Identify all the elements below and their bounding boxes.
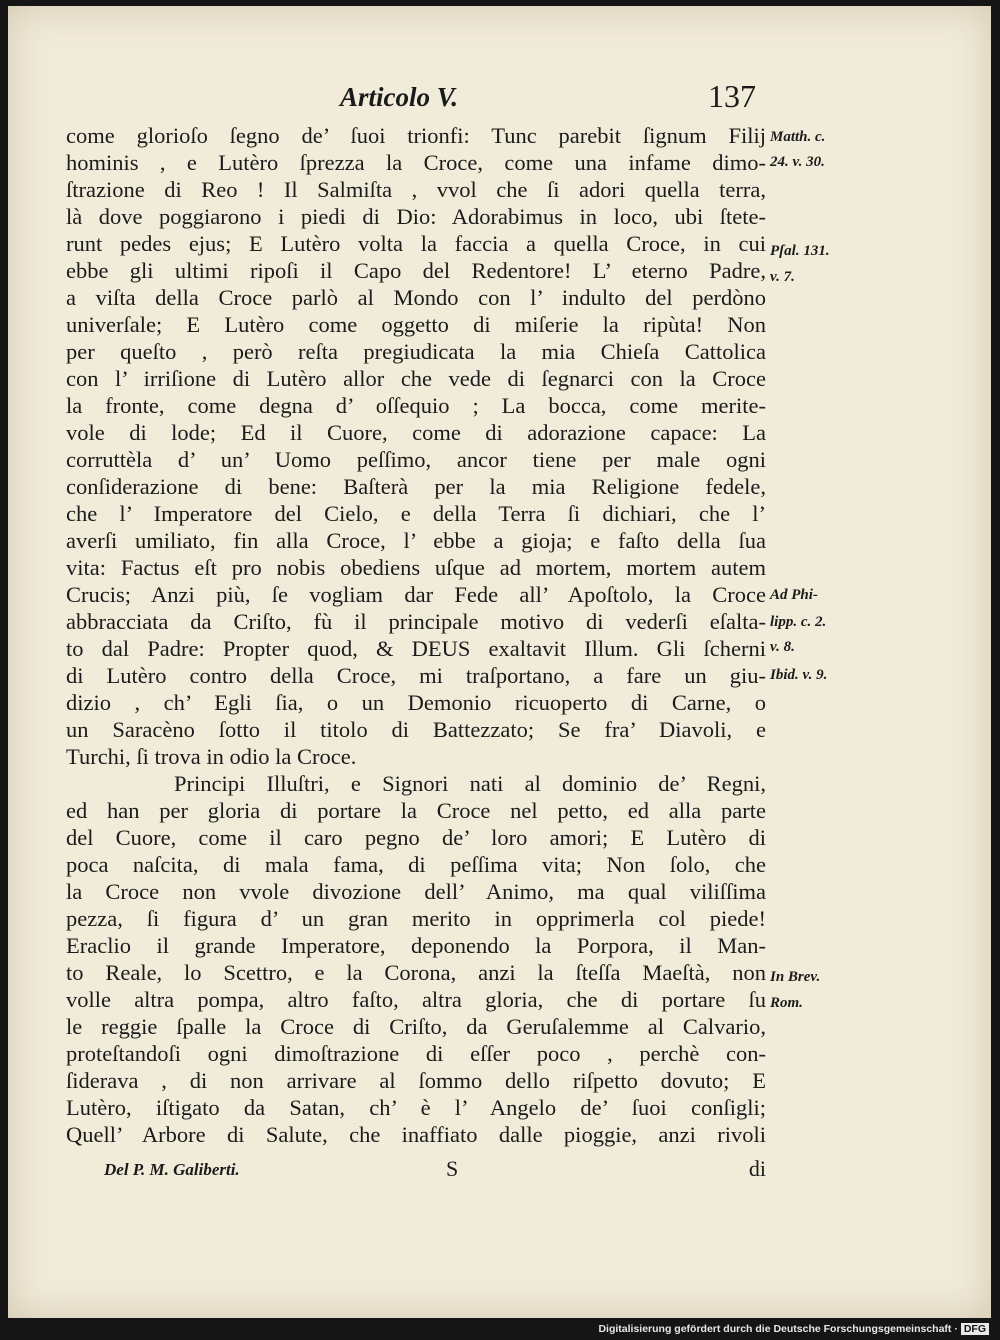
digitization-credit [598, 1323, 989, 1335]
text-line: hominis , e Lutèro ſprezza la Croce, come una infame dimo- [66, 150, 766, 175]
text-line: corruttèla d’ un’ Uomo peſſimo, ancor tiene per male ogni [66, 447, 766, 472]
catchword: di [748, 1156, 766, 1181]
text-line: che l’ Imperatore del Cielo, e della Terra ſi dichiari, che l’ [66, 501, 766, 526]
text-line: vita: Factus eſt pro nobis obediens uſque ad mortem, mortem autem [66, 555, 766, 580]
running-title: Articolo V. [340, 82, 459, 112]
text-line: ed han per gloria di portare la Croce nel petto, ed alla parte [66, 798, 766, 823]
margin-note: Ibid. v. 9. [770, 667, 828, 683]
text-line: to dal Padre: Propter quod, & DEUS exaltavit Illum. Gli ſcherni [66, 636, 766, 661]
text-line: Lutèro, iſtigato da Satan, ch’ è l’ Angelo de’ ſuoi conſigli; [66, 1095, 766, 1120]
text-line: ebbe gli ultimi ripoſi il Capo del Redentore! L’ eterno Padre, [66, 258, 766, 283]
text-line: del Cuore, come il caro pegno de’ loro amori; E Lutèro di [66, 825, 766, 850]
text-line: Turchi, ſi trova in odio la Croce. [66, 744, 357, 769]
text-line: con l’ irriſione di Lutèro allor che vede di ſegnarci con la Croce [66, 366, 766, 391]
text-line: Quell’ Arbore di Salute, che inaffiato dalle pioggie, anzi rivoli [66, 1122, 766, 1147]
text-line: volle altra pompa, altro faſto, altra gloria, che di portare ſu [66, 987, 766, 1012]
text-line: di Lutèro contro della Croce, mi traſportano, a fare un giu- [66, 663, 766, 688]
page-header [8, 78, 991, 122]
text-line: conſiderazione di bene: Baſterà per la mia Religione fedele, [66, 474, 766, 499]
text-line: dizio , ch’ Egli ſia, o un Demonio ricuoperto di Carne, o [66, 690, 766, 715]
text-line: a viſta della Croce parlò al Mondo con l’ indulto del perdòno [66, 285, 766, 310]
text-line: per queſto , però reſta pregiudicata la mia Chieſa Cattolica [66, 339, 766, 364]
page-number: 137 [708, 78, 756, 114]
text-line: vole di lode; Ed il Cuore, come di adorazione capace: La [66, 420, 766, 445]
text-line: la Croce non vvole divozione dell’ Animo, ma qual viliſſima [66, 879, 766, 904]
footer-author: Del P. M. Galiberti. [104, 1160, 240, 1179]
margin-note: In Brev. [770, 969, 821, 985]
margin-note: v. 7. [770, 269, 795, 285]
margin-note: 24. v. 30. [770, 154, 825, 170]
page-footer [66, 1156, 766, 1186]
margin-note: Ad Phi- [770, 587, 818, 603]
text-line: to Reale, lo Scettro, e la Corona, anzi la ſteſſa Maeſtà, non [66, 960, 766, 985]
text-line: ſtrazione di Reo ! Il Salmiſta , vvol che ſi adori quella terra, [66, 177, 766, 202]
text-line: averſi umiliato, fin alla Croce, l’ ebbe a gioja; e faſto della ſua [66, 528, 766, 553]
text-line: abbracciata da Criſto, fù il principale motivo di vederſi eſalta- [66, 609, 766, 634]
margin-note: Matth. c. [770, 129, 826, 145]
margin-note: v. 8. [770, 639, 795, 655]
text-line: Crucis; Anzi più, ſe vogliam dar Fede all’ Apoſtolo, la Croce [66, 582, 766, 607]
text-line: le reggie ſpalle la Croce di Criſto, da Geruſalemme al Calvario, [66, 1014, 766, 1039]
text-line: runt pedes ejus; E Lutèro volta la faccia a quella Croce, in cui [66, 231, 766, 256]
body-text [66, 122, 766, 1148]
margin-note: lipp. c. 2. [770, 614, 827, 630]
text-line: Eraclio il grande Imperatore, deponendo la Porpora, il Man- [66, 933, 766, 958]
signature-mark: S [446, 1156, 459, 1181]
text-line: come glorioſo ſegno de’ ſuoi trionfi: Tunc parebit ſignum Filij [66, 123, 766, 148]
text-line: ſiderava , di non arrivare al ſommo dello riſpetto dovuto; E [66, 1068, 766, 1093]
credit-text: Digitalisierung gefördert durch die Deutsche Forschungsgemeinschaft · [598, 1323, 958, 1335]
text-line: pezza, ſi figura d’ un gran merito in opprimerla col piede! [66, 906, 766, 931]
text-line: proteſtandoſi ogni dimoſtrazione di eſſer poco , perchè con- [66, 1041, 766, 1066]
text-line: poca naſcita, di mala fama, di peſſima vita; Non ſolo, che [66, 852, 766, 877]
text-line: là dove poggiarono i piedi di Dio: Adorabimus in loco, ubi ſtete- [66, 204, 766, 229]
margin-note: Rom. [770, 995, 803, 1011]
text-line: univerſale; E Lutèro come oggetto di miſerie la ripùta! Non [66, 312, 766, 337]
dfg-logo: DFG [961, 1323, 989, 1335]
book-page [8, 6, 991, 1318]
text-line: Principi Illuſtri, e Signori nati al dominio de’ Regni, [174, 771, 766, 796]
margin-note: Pſal. 131. [770, 243, 830, 259]
text-line: un Saracèno ſotto il titolo di Battezzato; Se fra’ Diavoli, e [66, 717, 766, 742]
text-line: la fronte, come degna d’ oſſequio ; La bocca, come merite- [66, 393, 766, 418]
